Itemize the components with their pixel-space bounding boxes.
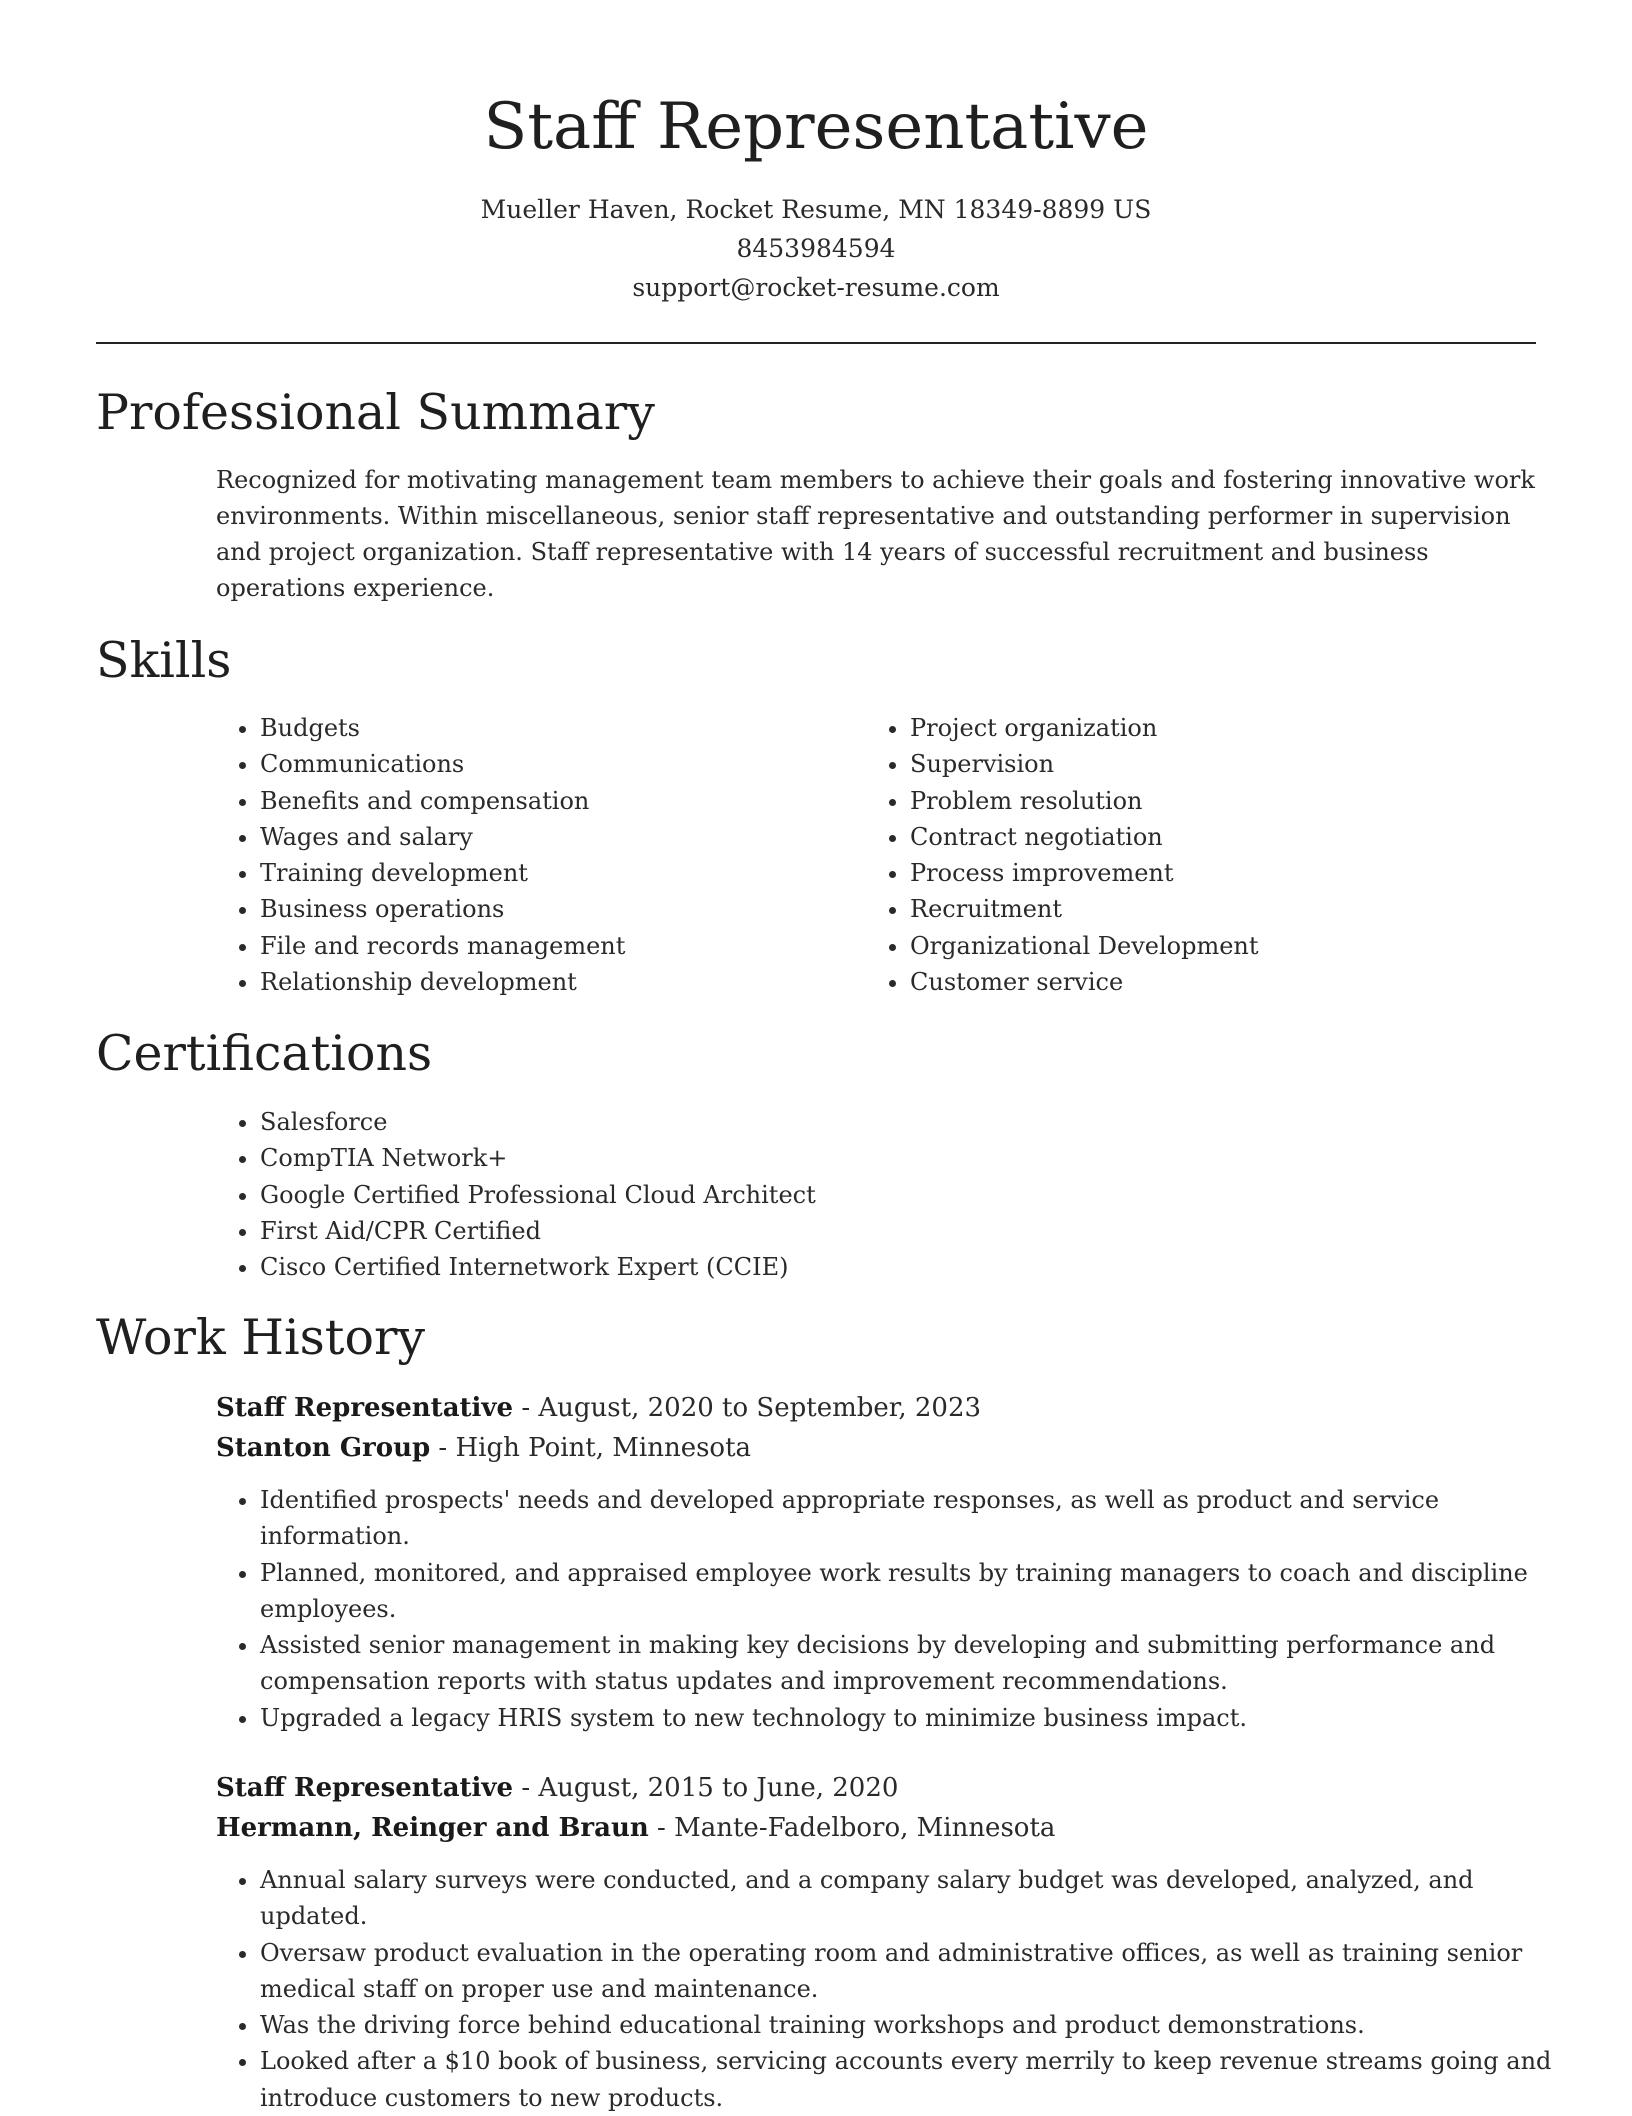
list-item: • Google Certified Professional Cloud Architect [260,1177,1460,1213]
list-item: • Annual salary surveys were conducted, and a company salary budget was developed, analyzed, and updated. [260,1862,1580,1935]
list-item: • First Aid/CPR Certified [260,1213,1460,1249]
list-item: • Relationship development [260,964,820,1000]
job-2-company-line [216,1808,1055,1848]
job-2-location: - Mante-Fadelboro, Minnesota [648,1813,1056,1843]
list-item: • Problem resolution [910,783,1530,819]
list-item: • Salesforce [260,1104,1460,1140]
contact-block [96,190,1536,307]
list-item: • Oversaw product evaluation in the operating room and administrative offices, as well as training senior medical staff on proper use and maintenance. [260,1935,1580,2008]
list-item: • Training development [260,855,820,891]
list-item: • Contract negotiation [910,819,1530,855]
job-1-title-line [216,1388,981,1428]
list-item: • Cisco Certified Internetwork Expert (CCIE) [260,1249,1460,1285]
list-item: • Communications [260,746,820,782]
list-item: • Identified prospects' needs and developed appropriate responses, as well as product and service information. [260,1482,1580,1555]
list-item: • Recruitment [910,891,1530,927]
job-2-role: Staff Representative [216,1773,514,1803]
certifications-heading: Certifications [96,1025,433,1082]
work-history-heading: Work History [96,1309,426,1366]
summary-heading: Professional Summary [96,384,655,441]
list-item: • Assisted senior management in making key decisions by developing and submitting performance and compensation reports with status updates and improvement recommendations. [260,1627,1580,1700]
job-1-company-line [216,1428,751,1468]
list-item: • Business operations [260,891,820,927]
list-item: • Looked after a $10 book of business, servicing accounts every merrily to keep revenue streams going and introduce customers to new products. [260,2043,1580,2116]
job-1-company: Stanton Group [216,1433,431,1463]
summary-text: Recognized for motivating management team members to achieve their goals and fostering innovative work environments. Within miscellaneous, senior staff representative and outstanding performer in supervision and project organization. Staff representative with 14 years of successful recruitment and business operations experience. [216,466,1535,602]
list-item: • Planned, monitored, and appraised employee work results by training managers to coach and discipline employees. [260,1555,1580,1628]
job-2-title-line [216,1768,898,1808]
list-item: • Organizational Development [910,928,1530,964]
job-1-role: Staff Representative [216,1393,514,1423]
job-2-dates: - August, 2015 to June, 2020 [513,1773,899,1803]
list-item: • Upgraded a legacy HRIS system to new technology to minimize business impact. [260,1700,1580,1736]
certifications-list [216,1104,1460,1285]
list-item: • Was the driving force behind educational training workshops and product demonstrations. [260,2007,1580,2043]
list-item: • CompTIA Network+ [260,1140,1460,1176]
job-1-dates: - August, 2020 to September, 2023 [513,1393,982,1423]
list-item: • File and records management [260,928,820,964]
list-item: • Wages and salary [260,819,820,855]
job-2-bullets [216,1862,1580,2116]
header-divider [96,342,1536,344]
contact-phone: 8453984594 [736,234,896,263]
skills-list-right [866,710,1530,1000]
list-item: • Customer service [910,964,1530,1000]
job-2-company: Hermann, Reinger and Braun [216,1813,649,1843]
skills-list-left [216,710,820,1000]
list-item: • Budgets [260,710,820,746]
contact-address: Mueller Haven, Rocket Resume, MN 18349-8899 US [480,195,1152,224]
skills-heading: Skills [96,632,232,689]
contact-email: support@rocket-resume.com [632,273,1000,302]
list-item: • Project organization [910,710,1530,746]
candidate-name: Staff Representative [483,90,1149,164]
job-1-bullets [216,1482,1580,1736]
job-1-location: - High Point, Minnesota [430,1433,752,1463]
list-item: • Benefits and compensation [260,783,820,819]
list-item: • Supervision [910,746,1530,782]
list-item: • Process improvement [910,855,1530,891]
